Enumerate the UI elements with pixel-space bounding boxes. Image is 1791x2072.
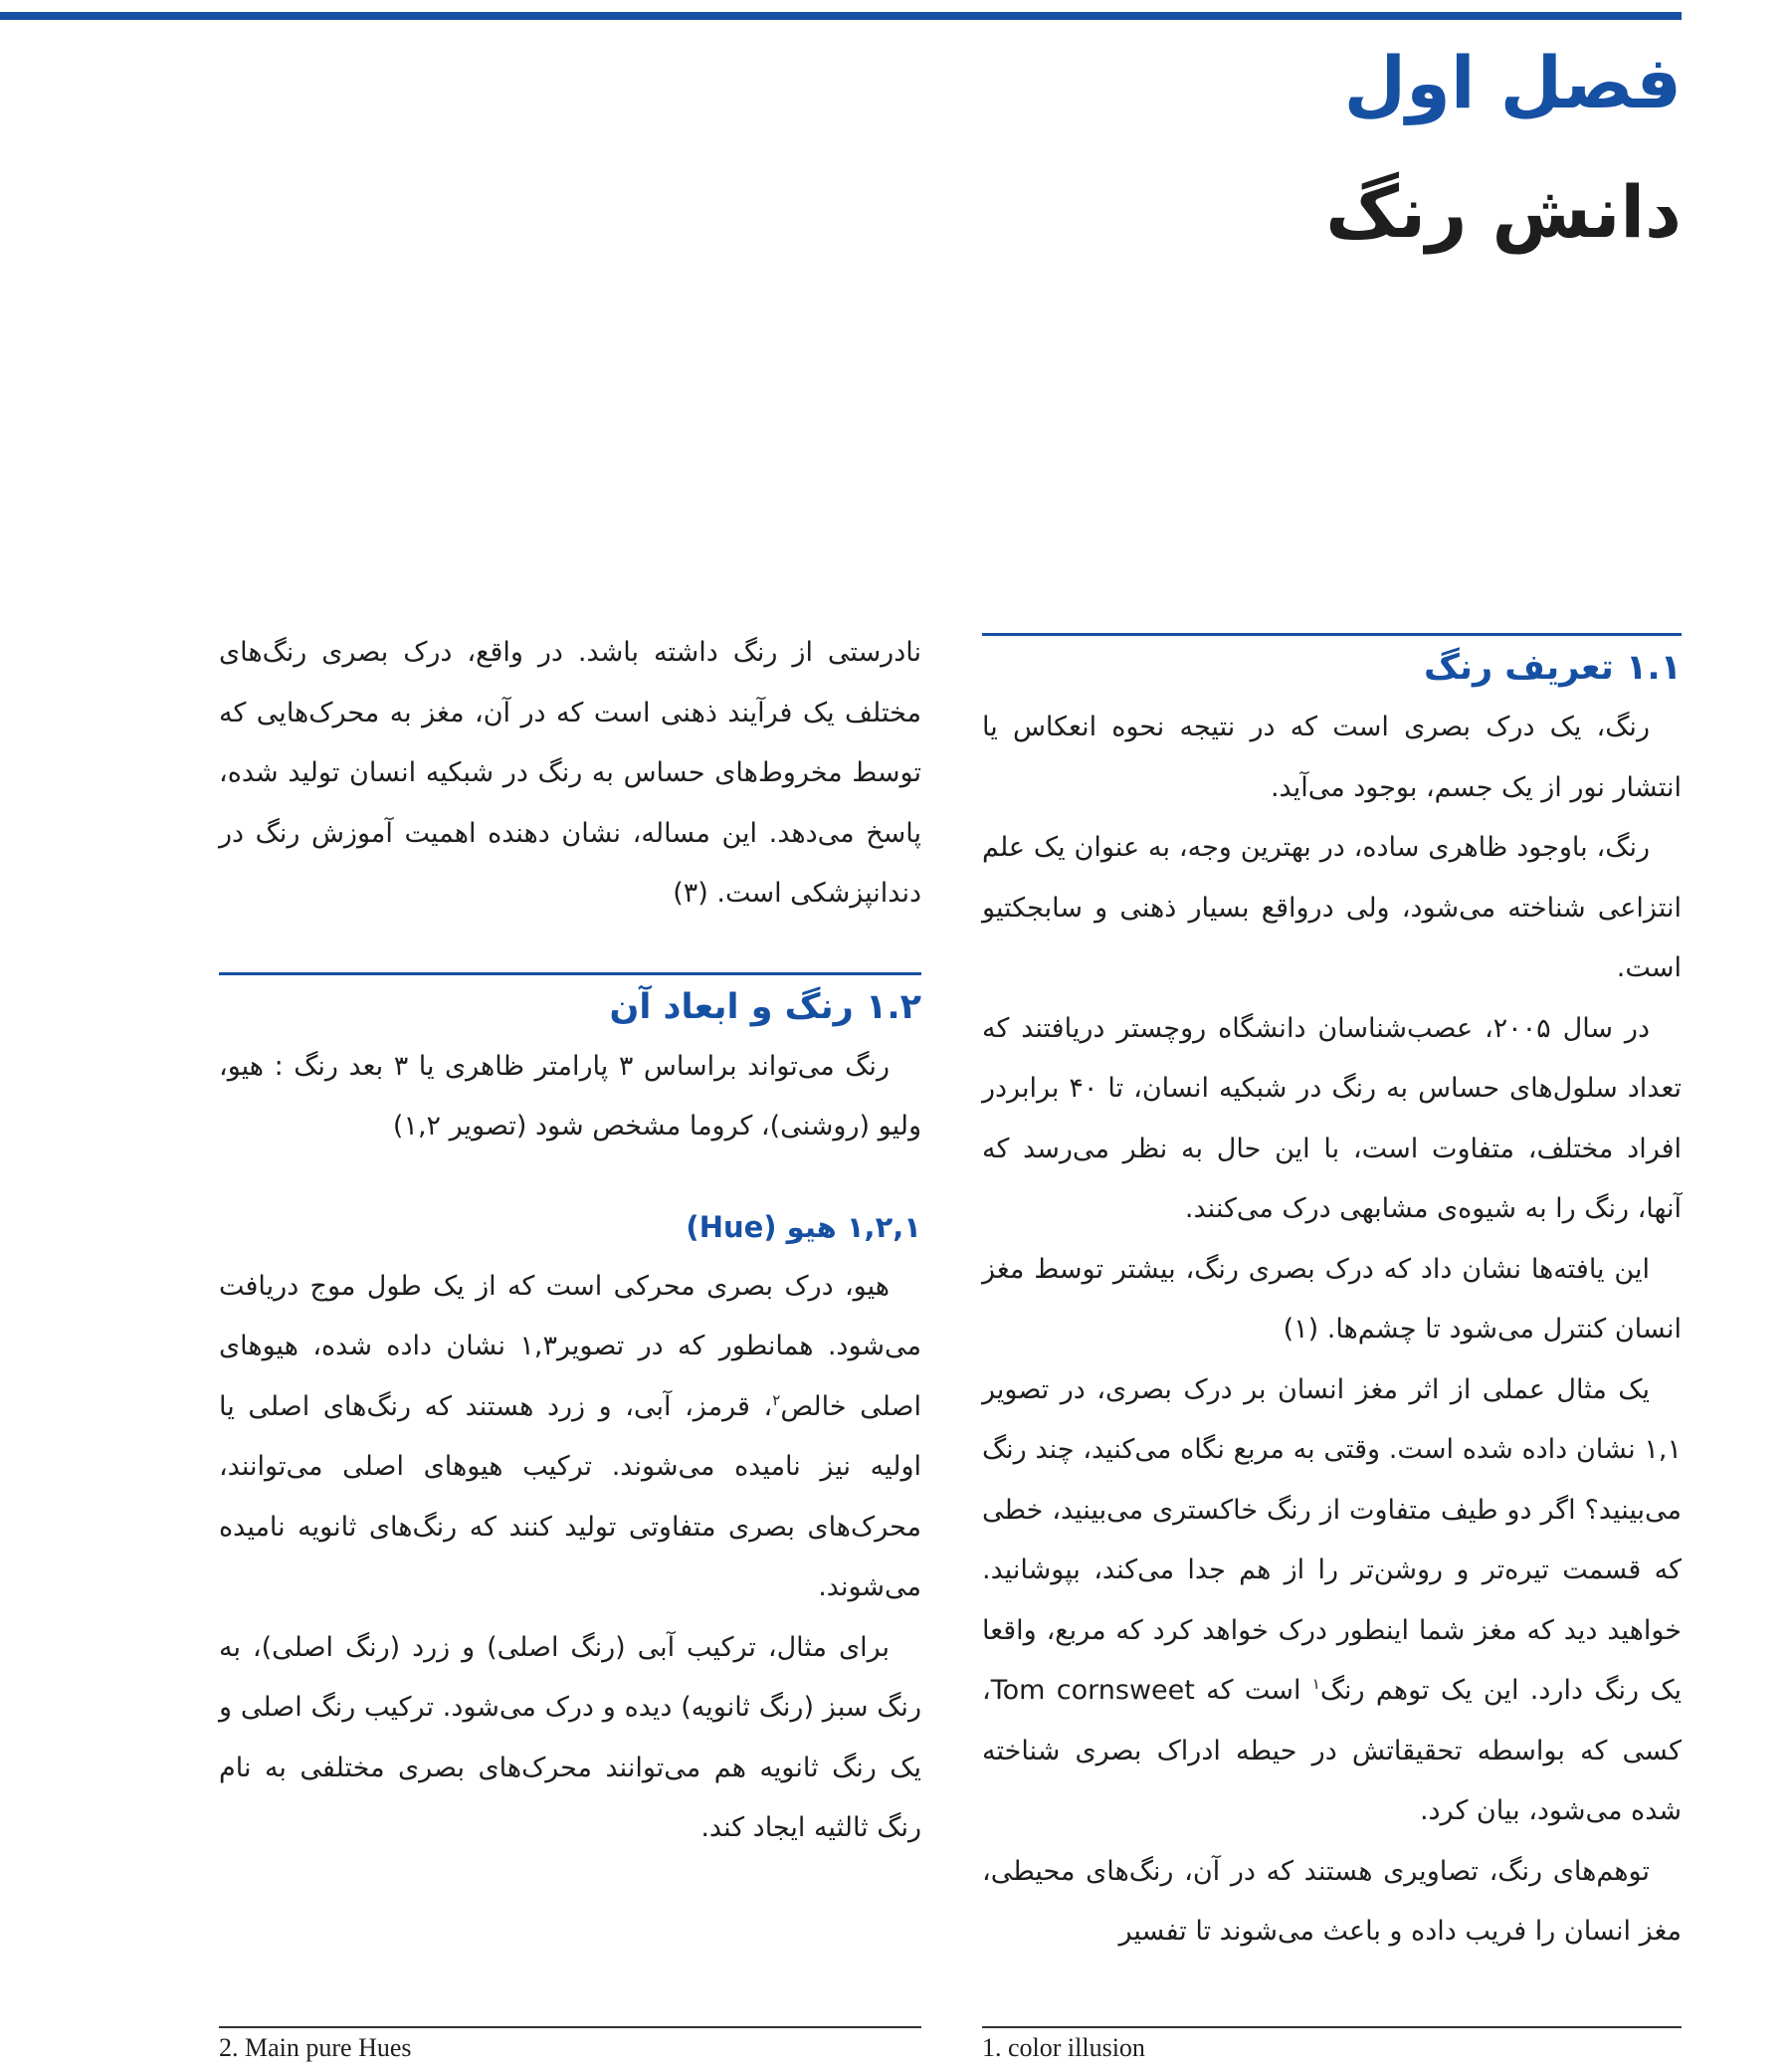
paragraph: رنگ می‌تواند براساس ۳ پارامتر ظاهری یا ۳ بعد رنگ : هیو، ولیو (روشنی)، کروما مشخص شود (تصویر ۱,۲) (219, 1050, 921, 1141)
left-column (219, 623, 921, 1859)
paragraph: توهم‌های رنگ، تصاویری هستند که در آن، رنگ‌های محیطی، مغز انسان را فریب داده و باعث می‌شوند تا تفسیر (982, 1855, 1682, 1947)
paragraph: رنگ، یک درک بصری است که در نتیجه نحوه انعکاس یا انتشار نور از یک جسم، بوجود می‌آید. (982, 712, 1682, 803)
top-rule (0, 12, 1682, 20)
hue-paragraph (219, 1257, 921, 1618)
chapter-label: فصل اول (1343, 41, 1682, 124)
footnote-rule (219, 2026, 921, 2028)
paragraph-text: ، قرمز، آبی، و زرد هستند که رنگ‌های اصلی یا اولیه نیز نامیده می‌شوند. ترکیب هیوهای اصلی می‌توانند، محرک‌های بصری متفاوتی تولید کنند که رنگ‌های ثانویه نامیده می‌شوند. (219, 1390, 921, 1602)
footnote-marker: ۲ (772, 1390, 781, 1409)
paragraph-text: است که Tom cornsweet، کسی که بواسطه تحقیقاتش در حیطه ادراک بصری شناخته شده می‌شود، بیان کرد. (982, 1675, 1682, 1826)
paragraph: در سال ۲۰۰۵، عصب‌شناسان دانشگاه روچستر دریافتند که تعداد سلول‌های حساس به رنگ در شبکیه انسان، تا ۴۰ برابردر افراد مختلف، متفاوت است، با این حال به نظر می‌رسد که آنها، رنگ را به شیوه‌ی مشابهی درک می‌کنند. (982, 1012, 1682, 1224)
spacer (219, 1157, 921, 1197)
section-heading-color-definition: ۱.۱ تعریف رنگ (1423, 648, 1682, 688)
chapter-title: دانش رنگ (1325, 170, 1682, 254)
paragraph-text: یک مثال عملی از اثر مغز انسان بر درک بصری، در تصویر ۱,۱ نشان داده شده است. وقتی به مربع نگاه می‌کنید، چند رنگ می‌بینید؟ اگر دو طیف متفاوت از رنگ خاکستری می‌بینید، خطی که قسمت تیره‌تر و روشن‌تر را از هم جدا می‌کند، بپوشانید. خواهید دید که مغز شما اینطور درک خواهد کرد که مربع، واقعا یک رنگ دارد. این یک توهم رنگ (982, 1373, 1683, 1706)
continuation-paragraph: نادرستی از رنگ داشته باشد. در واقع، درک بصری رنگ‌های مختلف یک فرآیند ذهنی است که در آن، مغز به محرک‌هایی که توسط مخروط‌های حساس به رنگ در شبکیه انسان تولید شده، پاسخ می‌دهد. این مساله، نشان دهنده اهمیت آموزش رنگ در دندانپزشکی است. (۳) (219, 637, 921, 909)
footnote-main-pure-hues: 2. Main pure Hues (219, 2033, 412, 2062)
paragraph: رنگ، باوجود ظاهری ساده، در بهترین وجه، به عنوان یک علم انتزاعی شناخته می‌شود، ولی درواقع بسیار ذهنی و سابجکتیو است. (982, 832, 1682, 983)
paragraph: این یافته‌ها نشان داد که درک بصری رنگ، بیشتر توسط مغز انسان کنترل می‌شود تا چشم‌ها. (۱) (982, 1253, 1682, 1345)
footnote-marker: ۱ (1311, 1675, 1320, 1693)
spacer (219, 925, 921, 972)
section-heading-color-dimensions: ۱.۲ رنگ و ابعاد آن (609, 986, 921, 1027)
paragraph-text: هیو، درک بصری محرکی است که از یک طول موج دریافت می‌شود. همانطور که در تصویر۱,۳ نشان داده شده، هیوهای اصلی خالص (219, 1270, 921, 1422)
subsection-heading-hue: ۱,۲,۱ هیو (Hue) (686, 1209, 921, 1244)
right-column (982, 633, 1682, 1963)
footnote-rule (982, 2026, 1682, 2028)
illusion-paragraph (982, 1360, 1682, 1842)
paragraph: برای مثال، ترکیب آبی (رنگ اصلی) و زرد (رنگ اصلی)، به رنگ سبز (رنگ ثانویه) دیده و درک می‌شود. ترکیب رنگ اصلی و یک رنگ ثانویه هم می‌توانند محرک‌های بصری مختلفی به نام رنگ ثالثیه ایجاد کند. (219, 1631, 921, 1843)
footnote-color-illusion: 1. color illusion (982, 2033, 1145, 2062)
